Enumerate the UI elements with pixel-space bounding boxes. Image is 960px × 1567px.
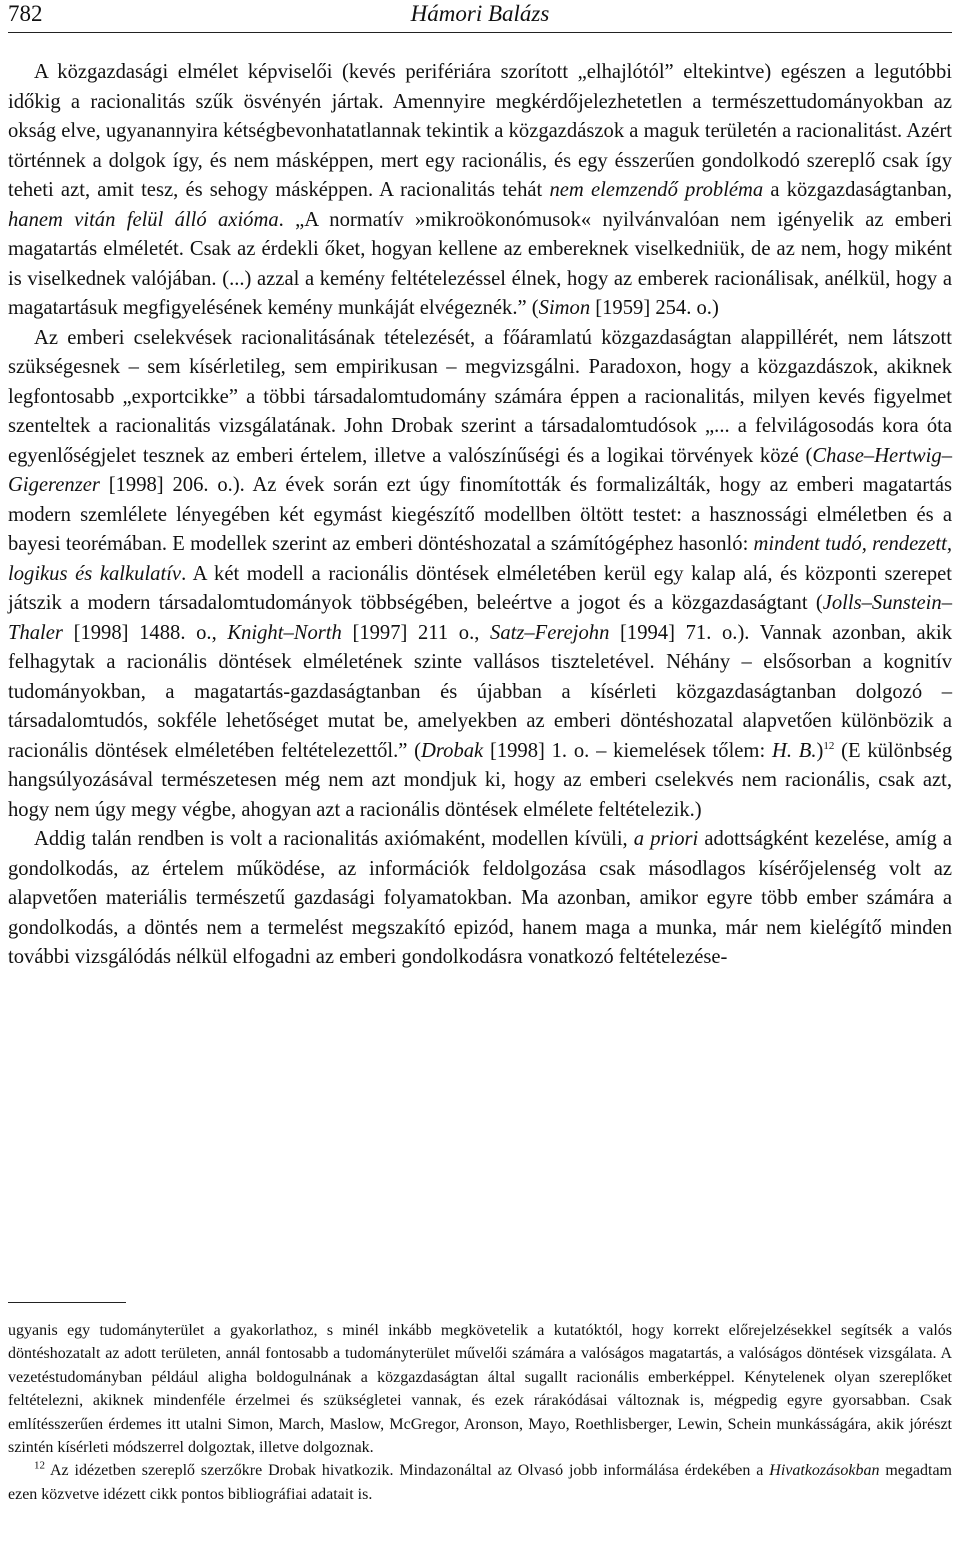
text-run: adottságként kezelése, amíg a gondolkodás, az értelem működése, az információk feldolgozása csak másodlagos kísérőjelenség volt az alapvetően materiális természetű gazdasági folyamatokban. Ma azonban, amikor egyre több ember számára a gondolkodás, a döntés nem a termelést megszakító epizód, hanem maga a munka, már nem kielégítő minden további vizsgálódás nélkül elfogadni az emberi gondolkodásra vonatkozó feltételezése- xyxy=(8,828,952,968)
emphasis-text: Jolls–Sunstein–Thaler xyxy=(8,592,952,644)
page-header xyxy=(0,0,960,30)
emphasis-text: a priori xyxy=(633,828,699,850)
page-number: 782 xyxy=(8,1,43,26)
paragraph xyxy=(8,324,952,826)
text-run: [1997] 211 o., xyxy=(341,621,491,644)
text-run: [1998] 1. o. – kiemelések tőlem: xyxy=(483,739,772,762)
text-run: megadtam ezen közvetve idézett cikk pontos bibliográfiai adatait is. xyxy=(8,1462,953,1503)
emphasis-text: H. B. xyxy=(771,739,817,762)
emphasis-text: hanem vitán felül álló axióma xyxy=(8,208,279,231)
emphasis-text: Chase–Hertwig–Gigerenzer xyxy=(8,444,952,496)
text-run: [1998] 206. o.). Az évek során ezt úgy finomították és formalizálták, hogy az emberi magatartás modern szemlélete lényegében két egymást kiegészítő modellben öltött testet: a hasznossági elméletben és a bayesi teorémában. E modellek szerint az emberi döntéshozatal a számítógéphez hasonló: xyxy=(8,474,952,555)
text-run: ) xyxy=(816,739,824,762)
header-rule xyxy=(8,32,952,33)
emphasis-text: Satz–Ferejohn xyxy=(490,621,610,644)
emphasis-text: mindent tudó, rendezett, logikus és kalkulatív xyxy=(8,533,952,585)
emphasis-text: Hivatkozásokban xyxy=(769,1462,880,1480)
paragraph xyxy=(8,825,952,973)
text-run: Az emberi cselekvések racionalitásának tételezését, a főáramlatú közgazdaságtan alappillérét, nem látszott szükségesnek – sem kísérletileg, sem empirikusan – megvizsgálni. Paradoxon, hogy a közgazdászok, akiknek legfontosabb „exportcikke” a többi társadalomtudomány számára éppen a racionalitás, milyen kevés figyelmet szenteltek a racionalitás vizsgálatának. John Drobak szerint a társadalomtudósok „... a felvilágosodás kora óta egyenlőségjelet tesznek az emberi értelem, illetve a valószínűségi és a logikai törvények közé ( xyxy=(8,326,952,467)
footnote-marker: 12 xyxy=(823,739,835,752)
emphasis-text: Drobak xyxy=(421,739,484,762)
text-run: ugyanis egy tudományterület a gyakorlathoz, s minél inkább megkövetelik a kutatóktól, hogy korrekt előrejelzésekkel segítsék a valós döntéshozatalt az adott területen, annál fontosabb a tudományterület művelői számára a valóságos magatartás, a valóságos döntések vizsgálata. A vezetéstudományban például aligha boldogulnának a közgazdaságtan által sugallt racionális emberképpel. Kénytelenek olyan szereplőket feltételezni, akiknek mindenféle érzelmei és szükségletei vannak, és ezek rárakódásai változnak is, mégpedig egyre gyorsabban. Csak említésszerűen érdemes itt utalni Simon, March, Maslow, McGregor, Aronson, Mayo, Roethlisberger, Lewin, Schein munkásságára, akik jórészt szintén kísérleti módszerrel dolgoztak, illetve dolgoznak. xyxy=(8,1322,952,1457)
text-run: A közgazdasági elmélet képviselői (kevés perifériára szorított „elhajlótól” eltekintve) egészen a legutóbbi időkig a racionalitás szűk ösvényén jártak. Amennyire megkérdőjelezhetetlen a természettudományokban az okság elve, ugyanannyira kétségbevonhatatlannak tekintik a közgazdászok a maguk területén a racionalitást. Azért történnek a dolgok így, és nem másképpen, mert egy racionális, és egy ésszerűen gondolkodó szereplő csak így teheti azt, amit tesz, és sehogy másképpen. A racionalitás tehát xyxy=(8,61,952,201)
text-run: [1998] 1488. o., xyxy=(62,621,228,644)
footnote-12 xyxy=(8,1459,952,1506)
text-run: . A két modell a racionális döntések elméletében kerül egy kalap alá, és központi szerepet játszik a modern társadalomtudományok többségében, beleértve a jogot és a közgazdaságtant ( xyxy=(8,562,953,614)
running-head: Hámori Balázs xyxy=(410,1,550,26)
text-run: [1994] 71. o.). Vannak azonban, akik felhagytak a racionális döntések elméletének szinte vallásos tiszteletével. Néhány – elsősorban a kognitív tudományokban, a magatartás-gazdaságtanban és újabban a kísérleti közgazdaságtanban dolgozó – társadalomtudós, sokféle lehetőséget mutat be, amelyekben az emberi döntéshozatal alapvetően különbözik a racionális döntések elméletében feltételezettől.” ( xyxy=(8,621,953,762)
body-text xyxy=(8,58,952,973)
text-run: . „A normatív »mikroökonómusok« nyilvánvalóan nem igényelik az emberi magatartás elméletét. Csak az érdekli őket, hogyan kellene az embereknek viselkedniük, de az nem, hogy miként is viselkednek valójában. (...) azzal a kemény feltételezéssel élnek, hogy az emberek racionálisak, anélkül, hogy a magatartásuk megfigyelésének kemény munkáját elvégeznék.” ( xyxy=(8,208,952,319)
text-run: a közgazdaságtanban, xyxy=(763,179,953,201)
footnote-rule xyxy=(8,1302,126,1303)
emphasis-text: Simon xyxy=(538,297,591,319)
text-run: Addig talán rendben is volt a racionalitás axiómaként, modellen kívüli, xyxy=(34,828,634,850)
footnotes xyxy=(8,1319,952,1506)
text-run: (E különbség hangsúlyozásával természetesen még nem azt mondjuk ki, hogy az emberi cselekvés nem racionális, csak azt, hogy nem úgy megy végbe, ahogyan azt a racionális döntések elmélete feltételezik.) xyxy=(8,739,952,821)
paragraph xyxy=(8,58,952,324)
text-run: Az idézetben szereplő szerzőkre Drobak hivatkozik. Mindazonáltal az Olvasó jobb informálása érdekében a xyxy=(45,1462,770,1480)
emphasis-text: nem elemzendő probléma xyxy=(549,179,764,201)
text-run: [1959] 254. o.) xyxy=(590,297,719,319)
footnote-continued xyxy=(8,1319,952,1459)
footnote-marker: 12 xyxy=(34,1460,45,1473)
emphasis-text: Knight–North xyxy=(227,621,342,644)
